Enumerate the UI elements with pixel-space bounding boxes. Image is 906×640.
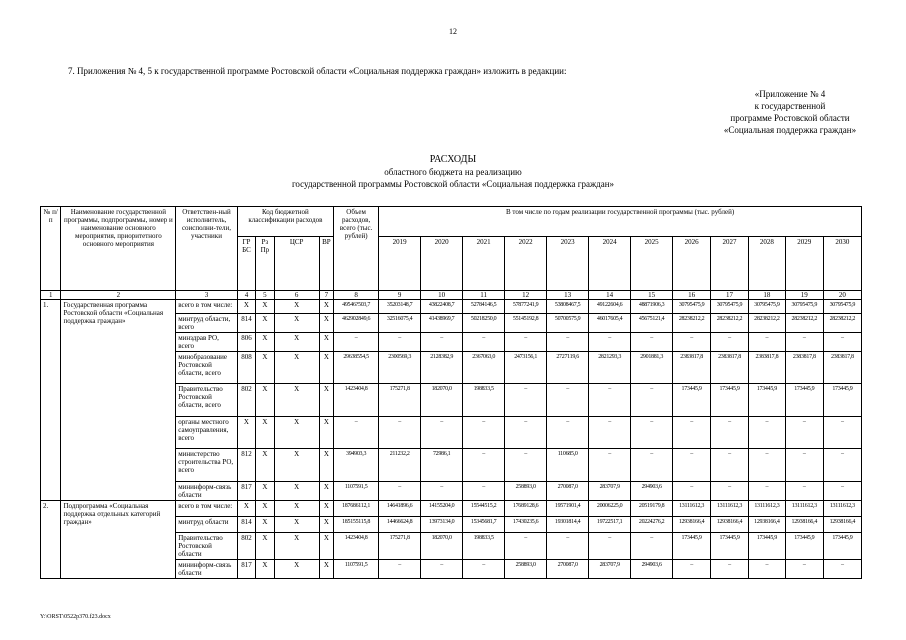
code-rzpr: X	[256, 333, 274, 352]
year-amount: –	[463, 482, 505, 501]
code-grbs: X	[237, 300, 255, 314]
code-grbs: X	[237, 501, 255, 517]
appendix-line: «Приложение № 4	[754, 89, 826, 99]
year-amount: 110685,0	[547, 449, 589, 482]
column-number: 4	[237, 291, 255, 300]
year-amount: 48871906,3	[631, 300, 673, 314]
intro-paragraph: 7. Приложения № 4, 5 к государственной программе Ростовской области «Социальная поддержка граждан» изложить в редакции:	[68, 66, 567, 76]
year-amount: –	[631, 417, 673, 449]
year-amount: 50218250,0	[463, 314, 505, 333]
header-year: 2023	[547, 237, 589, 291]
code-csr: X	[274, 517, 319, 533]
year-amount: –	[748, 560, 785, 579]
column-number: 5	[256, 291, 274, 300]
year-amount: 14466624,8	[379, 517, 421, 533]
total-amount: 187686112,1	[334, 501, 379, 517]
year-amount: 30795475,9	[823, 300, 861, 314]
column-number: 7	[319, 291, 333, 300]
year-amount: –	[748, 333, 785, 352]
year-amount: 41438969,7	[421, 314, 463, 333]
year-amount: 173445,9	[748, 384, 785, 417]
header-year: 2030	[823, 237, 861, 291]
year-amount: –	[711, 482, 749, 501]
heading-line: областного бюджета на реализацию	[384, 167, 522, 177]
responsible-executor: минтруд области, всего	[176, 314, 237, 333]
header-responsible: Ответствен-ный исполнитель, соисполни-тели, участники	[176, 207, 237, 291]
table-row	[41, 300, 862, 314]
header-grbs: ГР БС	[237, 237, 255, 291]
total-amount: 185155115,8	[334, 517, 379, 533]
year-amount: –	[823, 482, 861, 501]
responsible-executor: минтруд области	[176, 517, 237, 533]
year-amount: –	[748, 482, 785, 501]
code-vr: X	[319, 384, 333, 417]
year-amount: 173445,9	[785, 384, 823, 417]
year-amount: 175271,8	[379, 384, 421, 417]
header-years-group: В том числе по годам реализации государственной программы (тыс. рублей)	[379, 207, 862, 237]
heading-title: РАСХОДЫ	[429, 154, 477, 165]
year-amount: –	[748, 417, 785, 449]
column-number: 17	[711, 291, 749, 300]
year-amount: 173445,9	[711, 384, 749, 417]
year-amount: 35203148,7	[379, 300, 421, 314]
header-year: 2019	[379, 237, 421, 291]
year-amount: –	[589, 333, 631, 352]
year-amount: 12938166,4	[748, 517, 785, 533]
year-amount: –	[505, 333, 547, 352]
header-vr: ВР	[319, 237, 333, 291]
year-amount: –	[547, 384, 589, 417]
code-vr: X	[319, 533, 333, 560]
year-amount: –	[505, 384, 547, 417]
header-year: 2027	[711, 237, 749, 291]
year-amount: 30795475,9	[673, 300, 711, 314]
responsible-executor: минобразование Ростовской области, всего	[176, 352, 237, 384]
year-amount: 19722517,1	[589, 517, 631, 533]
code-rzpr: X	[256, 533, 274, 560]
year-amount: –	[589, 384, 631, 417]
code-grbs: 806	[237, 333, 255, 352]
year-amount: –	[785, 482, 823, 501]
year-amount: –	[421, 482, 463, 501]
year-amount: –	[785, 449, 823, 482]
responsible-executor: Правительство Ростовской области	[176, 533, 237, 560]
year-amount: 13973134,0	[421, 517, 463, 533]
year-amount: –	[673, 482, 711, 501]
year-amount: 294903,6	[631, 560, 673, 579]
year-amount: 52784146,5	[463, 300, 505, 314]
code-grbs: 817	[237, 560, 255, 579]
column-number: 8	[334, 291, 379, 300]
year-amount: 20006225,0	[589, 501, 631, 517]
column-number-row	[41, 291, 862, 300]
header-year: 2021	[463, 237, 505, 291]
year-amount: –	[823, 449, 861, 482]
year-amount: –	[673, 449, 711, 482]
total-amount: –	[334, 333, 379, 352]
year-amount: –	[673, 333, 711, 352]
year-amount: –	[823, 333, 861, 352]
code-vr: X	[319, 300, 333, 314]
year-amount: 270087,0	[547, 560, 589, 579]
year-amount: 258893,0	[505, 560, 547, 579]
code-csr: X	[274, 482, 319, 501]
code-rzpr: X	[256, 449, 274, 482]
year-amount: 30795475,9	[785, 300, 823, 314]
code-grbs: X	[237, 417, 255, 449]
year-amount: 2821293,3	[589, 352, 631, 384]
header-year: 2026	[673, 237, 711, 291]
year-amount: 283707,9	[589, 560, 631, 579]
code-rzpr: X	[256, 501, 274, 517]
year-amount: 2383817,8	[823, 352, 861, 384]
header-year: 2024	[589, 237, 631, 291]
total-amount: 394903,3	[334, 449, 379, 482]
total-amount: 29638554,5	[334, 352, 379, 384]
column-number: 2	[61, 291, 176, 300]
column-number: 1	[41, 291, 61, 300]
year-amount: 50700575,9	[547, 314, 589, 333]
year-amount: 14641896,6	[379, 501, 421, 517]
year-amount: –	[505, 417, 547, 449]
year-amount: 173445,9	[711, 533, 749, 560]
year-amount: –	[631, 533, 673, 560]
responsible-executor: органы местного самоуправления, всего	[176, 417, 237, 449]
appendix-line: «Социальная поддержка граждан»	[723, 125, 857, 135]
column-number: 19	[785, 291, 823, 300]
year-amount: 2727119,6	[547, 352, 589, 384]
row-number: 2.	[41, 501, 61, 579]
year-amount: –	[711, 560, 749, 579]
year-amount: –	[379, 560, 421, 579]
year-amount: 19301814,4	[547, 517, 589, 533]
year-amount: –	[589, 449, 631, 482]
year-amount: 13111612,3	[785, 501, 823, 517]
year-amount: 258893,0	[505, 482, 547, 501]
code-vr: X	[319, 352, 333, 384]
year-amount: –	[823, 417, 861, 449]
year-amount: 2383817,8	[748, 352, 785, 384]
code-grbs: 812	[237, 449, 255, 482]
column-number: 13	[547, 291, 589, 300]
code-rzpr: X	[256, 560, 274, 579]
program-name: Подпрограмма «Социальная поддержка отдельных категорий граждан»	[61, 501, 176, 579]
year-amount: 173445,9	[748, 533, 785, 560]
header-name: Наименование государственной программы, подпрограммы, номер и наименование основного мероприятия, приоритетного основного мероприятия	[61, 207, 176, 291]
code-rzpr: X	[256, 352, 274, 384]
code-grbs: 808	[237, 352, 255, 384]
year-amount: 28238212,2	[673, 314, 711, 333]
year-amount: –	[631, 384, 673, 417]
code-csr: X	[274, 384, 319, 417]
code-grbs: 814	[237, 517, 255, 533]
year-amount: 182070,0	[421, 533, 463, 560]
year-amount: –	[589, 533, 631, 560]
year-amount: 2901881,3	[631, 352, 673, 384]
year-amount: 173445,9	[823, 384, 861, 417]
header-budget-code: Код бюджетной классификации расходов	[237, 207, 333, 237]
code-csr: X	[274, 352, 319, 384]
table-row	[41, 501, 862, 517]
code-grbs: 802	[237, 384, 255, 417]
year-amount: 2383817,8	[711, 352, 749, 384]
year-amount: 46017605,4	[589, 314, 631, 333]
year-amount: –	[711, 333, 749, 352]
column-number: 14	[589, 291, 631, 300]
year-amount: 13111612,3	[748, 501, 785, 517]
code-vr: X	[319, 501, 333, 517]
code-vr: X	[319, 333, 333, 352]
code-csr: X	[274, 560, 319, 579]
year-amount: 2473156,1	[505, 352, 547, 384]
year-amount: 211232,2	[379, 449, 421, 482]
responsible-executor: минздрав РО, всего	[176, 333, 237, 352]
year-amount: 43822408,7	[421, 300, 463, 314]
code-grbs: 814	[237, 314, 255, 333]
responsible-executor: всего в том числе:	[176, 300, 237, 314]
year-amount: 182070,0	[421, 384, 463, 417]
year-amount: 173445,9	[823, 533, 861, 560]
file-path-footer: Y:\ORST\0522p370.f23.docx	[40, 614, 111, 620]
code-vr: X	[319, 517, 333, 533]
year-amount: 198833,5	[463, 533, 505, 560]
year-amount: 30795475,9	[748, 300, 785, 314]
year-amount: –	[463, 560, 505, 579]
column-number: 10	[421, 291, 463, 300]
year-amount: –	[379, 482, 421, 501]
year-amount: –	[505, 533, 547, 560]
header-year: 2022	[505, 237, 547, 291]
year-amount: 13111612,3	[711, 501, 749, 517]
year-amount: –	[785, 333, 823, 352]
header-csr: ЦСР	[274, 237, 319, 291]
year-amount: 12938166,4	[711, 517, 749, 533]
year-amount: –	[823, 560, 861, 579]
column-number: 6	[274, 291, 319, 300]
responsible-executor: Правительство Ростовской области, всего	[176, 384, 237, 417]
program-name: Государственная программа Ростовской области «Социальная поддержка граждан»	[61, 300, 176, 501]
header-year: 2029	[785, 237, 823, 291]
column-number: 15	[631, 291, 673, 300]
heading-line: государственной программы Ростовской области «Социальная поддержка граждан»	[291, 179, 615, 189]
year-amount: 2128382,9	[421, 352, 463, 384]
code-vr: X	[319, 417, 333, 449]
code-csr: X	[274, 300, 319, 314]
year-amount: 270087,0	[547, 482, 589, 501]
code-csr: X	[274, 314, 319, 333]
year-amount: 175271,8	[379, 533, 421, 560]
column-number: 11	[463, 291, 505, 300]
total-amount: 1423404,8	[334, 533, 379, 560]
year-amount: –	[673, 560, 711, 579]
year-amount: –	[463, 333, 505, 352]
year-amount: 72986,1	[421, 449, 463, 482]
total-amount: 462902849,6	[334, 314, 379, 333]
code-rzpr: X	[256, 517, 274, 533]
year-amount: –	[547, 333, 589, 352]
year-amount: –	[463, 417, 505, 449]
code-vr: X	[319, 482, 333, 501]
code-vr: X	[319, 560, 333, 579]
column-number: 9	[379, 291, 421, 300]
year-amount: 20519179,8	[631, 501, 673, 517]
responsible-executor: всего в том числе:	[176, 501, 237, 517]
responsible-executor: мининформ-связь области	[176, 560, 237, 579]
code-csr: X	[274, 417, 319, 449]
year-amount: 173445,9	[785, 533, 823, 560]
year-amount: –	[547, 533, 589, 560]
year-amount: –	[379, 333, 421, 352]
year-amount: –	[379, 417, 421, 449]
total-amount: 1423404,8	[334, 384, 379, 417]
year-amount: 15345681,7	[463, 517, 505, 533]
total-amount: 1107591,5	[334, 482, 379, 501]
year-amount: 14155204,0	[421, 501, 463, 517]
header-year: 2025	[631, 237, 673, 291]
column-number: 18	[748, 291, 785, 300]
year-amount: 2367063,0	[463, 352, 505, 384]
year-amount: 283707,9	[589, 482, 631, 501]
code-csr: X	[274, 501, 319, 517]
column-number: 16	[673, 291, 711, 300]
year-amount: 28238212,2	[711, 314, 749, 333]
year-amount: 12938166,4	[785, 517, 823, 533]
code-rzpr: X	[256, 417, 274, 449]
header-total: Объем расходов, всего (тыс. рублей)	[334, 207, 379, 291]
code-rzpr: X	[256, 384, 274, 417]
code-rzpr: X	[256, 314, 274, 333]
header-year: 2020	[421, 237, 463, 291]
year-amount: 57877241,9	[505, 300, 547, 314]
year-amount: 19571901,4	[547, 501, 589, 517]
code-vr: X	[319, 314, 333, 333]
code-vr: X	[319, 449, 333, 482]
year-amount: 2300569,3	[379, 352, 421, 384]
appendix-caption	[690, 88, 890, 136]
year-amount: 15544515,2	[463, 501, 505, 517]
year-amount: –	[711, 417, 749, 449]
year-amount: 173445,9	[673, 533, 711, 560]
year-amount: 28238212,2	[785, 314, 823, 333]
year-amount: 20224276,2	[631, 517, 673, 533]
document-heading	[0, 154, 906, 190]
code-csr: X	[274, 533, 319, 560]
code-rzpr: X	[256, 482, 274, 501]
year-amount: –	[785, 417, 823, 449]
year-amount: 173445,9	[673, 384, 711, 417]
row-number: 1.	[41, 300, 61, 501]
year-amount: –	[547, 417, 589, 449]
total-amount: –	[334, 417, 379, 449]
column-number: 20	[823, 291, 861, 300]
year-amount: –	[748, 449, 785, 482]
year-amount: –	[589, 417, 631, 449]
header-num: № п/п	[41, 207, 61, 291]
year-amount: –	[785, 560, 823, 579]
year-amount: –	[673, 417, 711, 449]
header-rzpr: Рз Пр	[256, 237, 274, 291]
code-csr: X	[274, 449, 319, 482]
year-amount: 28238212,2	[748, 314, 785, 333]
year-amount: –	[463, 449, 505, 482]
year-amount: 13111612,3	[823, 501, 861, 517]
year-amount: 55145192,8	[505, 314, 547, 333]
year-amount: –	[631, 449, 673, 482]
code-grbs: 802	[237, 533, 255, 560]
total-amount: 1107591,5	[334, 560, 379, 579]
year-amount: 2383817,8	[673, 352, 711, 384]
year-amount: 198833,5	[463, 384, 505, 417]
year-amount: 28238212,2	[823, 314, 861, 333]
code-grbs: 817	[237, 482, 255, 501]
page-number: 12	[449, 27, 457, 36]
code-rzpr: X	[256, 300, 274, 314]
year-amount: –	[421, 417, 463, 449]
year-amount: 32516075,4	[379, 314, 421, 333]
year-amount: 17689128,6	[505, 501, 547, 517]
year-amount: –	[421, 333, 463, 352]
year-amount: –	[711, 449, 749, 482]
appendix-line: программе Ростовской области	[730, 113, 850, 123]
responsible-executor: мининформ-связь области	[176, 482, 237, 501]
year-amount: 45675121,4	[631, 314, 673, 333]
year-amount: 53808467,5	[547, 300, 589, 314]
year-amount: 12938166,4	[823, 517, 861, 533]
header-year: 2028	[748, 237, 785, 291]
year-amount: –	[631, 333, 673, 352]
responsible-executor: министерство строительства РО, всего	[176, 449, 237, 482]
expenses-table	[40, 206, 862, 579]
code-csr: X	[274, 333, 319, 352]
appendix-line: к государственной	[754, 101, 826, 111]
year-amount: 12938166,4	[673, 517, 711, 533]
year-amount: 49122604,6	[589, 300, 631, 314]
year-amount: 13111612,3	[673, 501, 711, 517]
year-amount: 294903,6	[631, 482, 673, 501]
total-amount: 49546?503,7	[334, 300, 379, 314]
year-amount: –	[421, 560, 463, 579]
year-amount: 30795475,9	[711, 300, 749, 314]
column-number: 12	[505, 291, 547, 300]
year-amount: 2383817,8	[785, 352, 823, 384]
year-amount: 17430235,6	[505, 517, 547, 533]
column-number: 3	[176, 291, 237, 300]
year-amount: –	[505, 449, 547, 482]
